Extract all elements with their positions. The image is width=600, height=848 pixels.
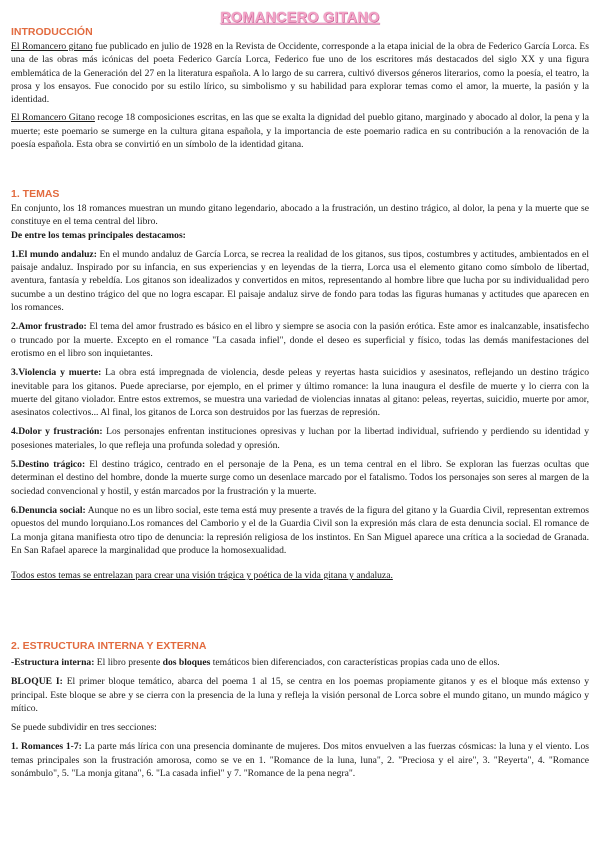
tema-text-6: Aunque no es un libro social, este tema está muy presente a través de la figura del gitano y la Guardia Civil, representan extremos opuestos del mundo lorquiano.Los romances del Camborio y el de la Guardia Civil son la expresión más clara de esta denuncia social. El romance de La monja gitana manifiesta otro tipo de denuncia: la represión religiosa de los instintos. En San Miguel aparece una crítica a la sociedad de Granada. En San Rafael aparece la marginalidad que produce la homosexualidad. — [11, 504, 589, 556]
tema-text-2: El tema del amor frustrado es básico en el libro y siempre se asocia con la pasión erótica. Este amor es inalcanzable, insatisfecho o truncado por la muerte. Excepto en el romance "La casada infiel", donde el deseo es superficial y físico, todas las demás manifestaciones del erotismo en el libro son inquietantes. — [11, 321, 589, 359]
estructura-section — [11, 640, 589, 780]
temas-heading: 1. TEMAS — [11, 188, 60, 200]
estructura-interna — [11, 656, 589, 669]
tema-label-4: 4.Dolor y frustración: — [11, 426, 103, 438]
intro-section — [11, 26, 589, 151]
tema-text-3: La obra está impregnada de violencia, desde peleas y reyertas hasta suicidios y asesinatos, reflejando un destino trágico inevitable para los gitanos. Puede apreciarse, por ejemplo, en el primer y último romance: la luna inaugura el desfile de muerte y lo cierra con la muerte del gitano violador. Entre estos extremos, se muestra una variedad de violencias innatas al gitano: peleas, reyertas, suicidio, muerte por amor, asesinatos colectivos... Al final, los gitanos de Lorca son destruidos por las fuerzas de represión. — [11, 367, 589, 419]
interna-text-a: El libro presente — [94, 657, 163, 668]
tema-label-6: 6.Denuncia social: — [11, 504, 86, 516]
subdivide-text: Se puede subdividir en tres secciones: — [11, 722, 157, 734]
tema-item-4 — [11, 425, 589, 452]
estructura-heading: 2. ESTRUCTURA INTERNA Y EXTERNA — [11, 640, 207, 652]
intro-book-ref-2: El Romancero Gitano — [11, 112, 95, 124]
temas-closing: Todos estos temas se entrelazan para crear una visión trágica y poética de la vida gitana y andaluza. — [11, 570, 393, 582]
intro-p2-text: recoge 18 composiciones escritas, en las que se exalta la dignidad del pueblo gitano, marginado y abocado al dolor, la pena y la muerte; este poemario se sumerge en la cultura gitana española, y la importancia de este poemario radica en su contribución a la renovación de la poesía española. Esta obra se convirtió en un símbolo de la identidad gitana. — [11, 112, 589, 151]
tema-item-5 — [11, 458, 589, 498]
bloque1-text: El primer bloque temático, abarca del poema 1 al 15, se centra en los poemas propiamente gitanos y es el bloque más extenso y principal. Este bloque se abre y se cierra con la presencia de la luna y refleja la visión personal de Lorca sobre el mundo gitano, un mundo mágico y mítico. — [11, 676, 589, 714]
intro-book-ref-1: El Romancero gitano — [11, 41, 93, 52]
tema-text-5: El destino trágico, centrado en el personaje de la Pena, es un tema central en el libro. Se exploran las fuerzas ocultas que determinan el destino del hombre, donde la muerte surge como un desenlace marcado por el fatalismo. Todos los personajes son seres al margen de la sociedad convencional y hostil, y están marcados por la frustración y la muerte. — [11, 459, 590, 497]
tema-label-1: 1.El mundo andaluz: — [11, 248, 97, 260]
temas-lead: De entre los temas principales destacamos: — [11, 229, 186, 241]
tema-text-1: En el mundo andaluz de García Lorca, se recrea la realidad de los gitanos, sus tipos, costumbres y actitudes, ambientados en el paisaje andaluz. Inspirado por su infancia, en sus experiencias y en leyendas de la tierra, Lorca usa el elemento gitano como símbolo de libertad, aventura, fantasía y rebeldía. Los gitanos son idealizados y convertidos en mitos, representando al hombre libre que lucha por su individualidad pero sucumbe a un destino trágico del que no logra escapar. El paisaje andaluz sirve de fondo para todas las figuras humanas y actitudes que aparecen en los romances. — [11, 248, 589, 314]
tema-item-1 — [11, 248, 589, 314]
tema-item-3 — [11, 366, 589, 419]
tema-label-2: 2.Amor frustrado: — [11, 321, 87, 333]
bloque1-label: BLOQUE I: — [11, 676, 63, 688]
romances-label: 1. Romances 1-7: — [11, 741, 82, 753]
romances-1-7 — [11, 740, 589, 780]
interna-text-b: temáticos bien diferenciados, con características propias cada uno de ellos. — [210, 657, 500, 668]
temas-intro: En conjunto, los 18 romances muestran un mundo gitano legendario, abocado a la frustración, un destino trágico, al dolor, la pena y la muerte que se constituye en el tema central del libro. — [11, 203, 589, 228]
document-title: ROMANCERO GITANO — [220, 10, 380, 26]
intro-paragraph-1 — [11, 40, 589, 106]
interna-bold: dos bloques — [162, 657, 211, 668]
romances-text: La parte más lírica con una presencia dominante de mujeres. Dos mitos envuelven a las fuerzas cósmicas: la luna y el viento. Los temas principales son la frustración amorosa, como se ve en 1. "Romance de la luna, luna", 2. "Preciosa y el aire", 3. "Reyerta", 4. "Romance sonámbulo", 5. "La monja gitana", 6. "La casada infiel" y 7. "Romance de la pena negra". — [11, 741, 589, 780]
temas-section — [11, 188, 589, 582]
interna-label: -Estructura interna: — [11, 657, 95, 668]
tema-label-3: 3.Violencia y muerte: — [11, 367, 102, 379]
intro-heading: INTRODUCCIÓN — [11, 26, 93, 38]
tema-item-6 — [11, 504, 589, 557]
intro-p1-text: fue publicado en julio de 1928 en la Revista de Occidente, corresponde a la etapa inicial de la obra de Federico García Lorca. Es una de las obras más icónicas del poeta Federico García Lorca, Federico fue uno de los escritores más destacados del siglo XX y una figura emblemática de la Generación del 27 en la literatura española. A lo largo de su carrera, cultivó diversos géneros literarios, como la poesía, el teatro, la prosa y los ensayos. Fue conocido por su estilo lírico, su simbolismo y su habilidad para explorar temas como el amor, la muerte, la pasión y la identidad. — [11, 41, 589, 106]
tema-label-5: 5.Destino trágico: — [11, 459, 86, 471]
tema-text-4: Los personajes enfrentan instituciones opresivas y luchan por la libertad individual, sufriendo y perdiendo su identidad y posesiones materiales, lo que refleja una profunda soledad y opresión. — [11, 426, 589, 451]
intro-paragraph-2 — [11, 111, 589, 151]
bloque-1 — [11, 675, 589, 715]
tema-item-2 — [11, 320, 589, 360]
